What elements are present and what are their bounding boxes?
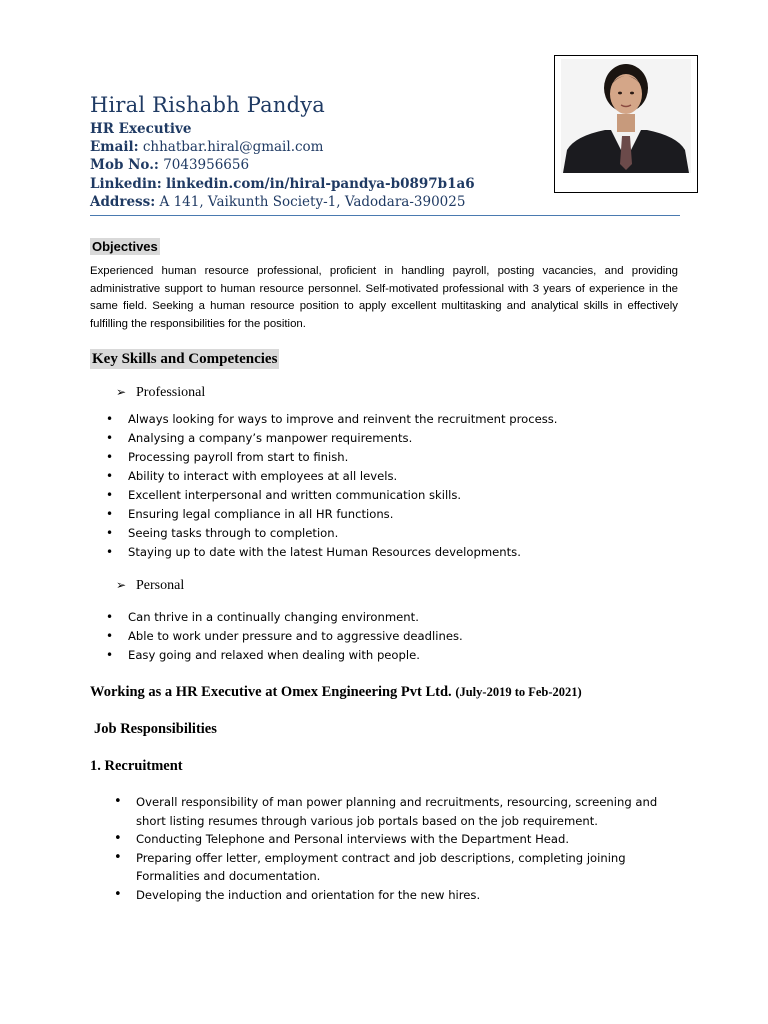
email-value[interactable]: chhatbar.hiral@gmail.com <box>142 139 324 155</box>
list-item: • Ensuring legal compliance in all HR functions. <box>106 505 557 524</box>
professional-skills-list <box>106 410 557 562</box>
personal-subheading: ➢ Personal <box>116 578 185 593</box>
linkedin-line <box>90 176 475 192</box>
mobile-value: 7043956656 <box>163 157 250 173</box>
header-divider <box>90 215 680 216</box>
skills-heading: Key Skills and Competencies <box>92 351 278 367</box>
list-item: • Seeing tasks through to completion. <box>106 524 557 543</box>
list-item: • Processing payroll from start to finish. <box>106 448 557 467</box>
address-line <box>90 194 465 210</box>
list-item: • Conducting Telephone and Personal interviews with the Department Head. <box>112 830 662 849</box>
address-label: Address: <box>90 194 156 210</box>
job-title: HR Executive <box>90 121 192 137</box>
arrow-bullet-icon: ➢ <box>116 385 127 399</box>
profile-photo-image <box>555 56 697 192</box>
list-item: • Overall responsibility of man power planning and recruitments, resourcing, screening and short listing resumes through various job portals based on the job requirement. <box>112 793 662 830</box>
work-experience-title: Working as a HR Executive at Omex Engineering Pvt Ltd. (July-2019 to Feb-2021) <box>90 684 582 700</box>
arrow-bullet-icon: ➢ <box>116 578 127 592</box>
work-dates: (July-2019 to Feb-2021) <box>455 685 582 699</box>
email-line <box>90 139 323 155</box>
mobile-line <box>90 157 249 173</box>
recruitment-list <box>112 793 662 904</box>
list-item: • Analysing a company’s manpower requirements. <box>106 429 557 448</box>
linkedin-value[interactable]: linkedin.com/in/hiral-pandya-b0897b1a6 <box>166 176 475 192</box>
list-item: • Staying up to date with the latest Human Resources developments. <box>106 543 557 562</box>
list-item: • Always looking for ways to improve and reinvent the recruitment process. <box>106 410 557 429</box>
objectives-text: Experienced human resource professional, proficient in handling payroll, posting vacancies, and providing administrative support to human resource personnel. Self-motivated professional with 3 years of experience in the same field. Seeking a human resource position to apply excellent multitasking and analytical skills in effectively fulfilling the responsibilities for the position. <box>90 265 678 330</box>
recruitment-heading: 1. Recruitment <box>90 758 183 774</box>
candidate-name: Hiral Rishabh Pandya <box>90 93 326 117</box>
address-value: A 141, Vaikunth Society-1, Vadodara-390025 <box>159 194 466 210</box>
list-item: • Excellent interpersonal and written communication skills. <box>106 486 557 505</box>
linkedin-label: Linkedin: <box>90 176 162 192</box>
personal-skills-list <box>106 608 463 665</box>
list-item: • Easy going and relaxed when dealing with people. <box>106 646 463 665</box>
list-item: • Able to work under pressure and to aggressive deadlines. <box>106 627 463 646</box>
profile-photo <box>554 55 698 193</box>
list-item: • Developing the induction and orientation for the new hires. <box>112 886 662 905</box>
professional-subheading: ➢ Professional <box>116 385 206 400</box>
email-label: Email: <box>90 139 139 155</box>
list-item: • Can thrive in a continually changing environment. <box>106 608 463 627</box>
mobile-label: Mob No.: <box>90 157 159 173</box>
list-item: • Ability to interact with employees at all levels. <box>106 467 557 486</box>
list-item: • Preparing offer letter, employment contract and job descriptions, completing joining Formalities and documentation. <box>112 849 662 886</box>
objectives-heading: Objectives <box>92 239 158 254</box>
job-responsibilities-heading: Job Responsibilities <box>94 721 217 737</box>
